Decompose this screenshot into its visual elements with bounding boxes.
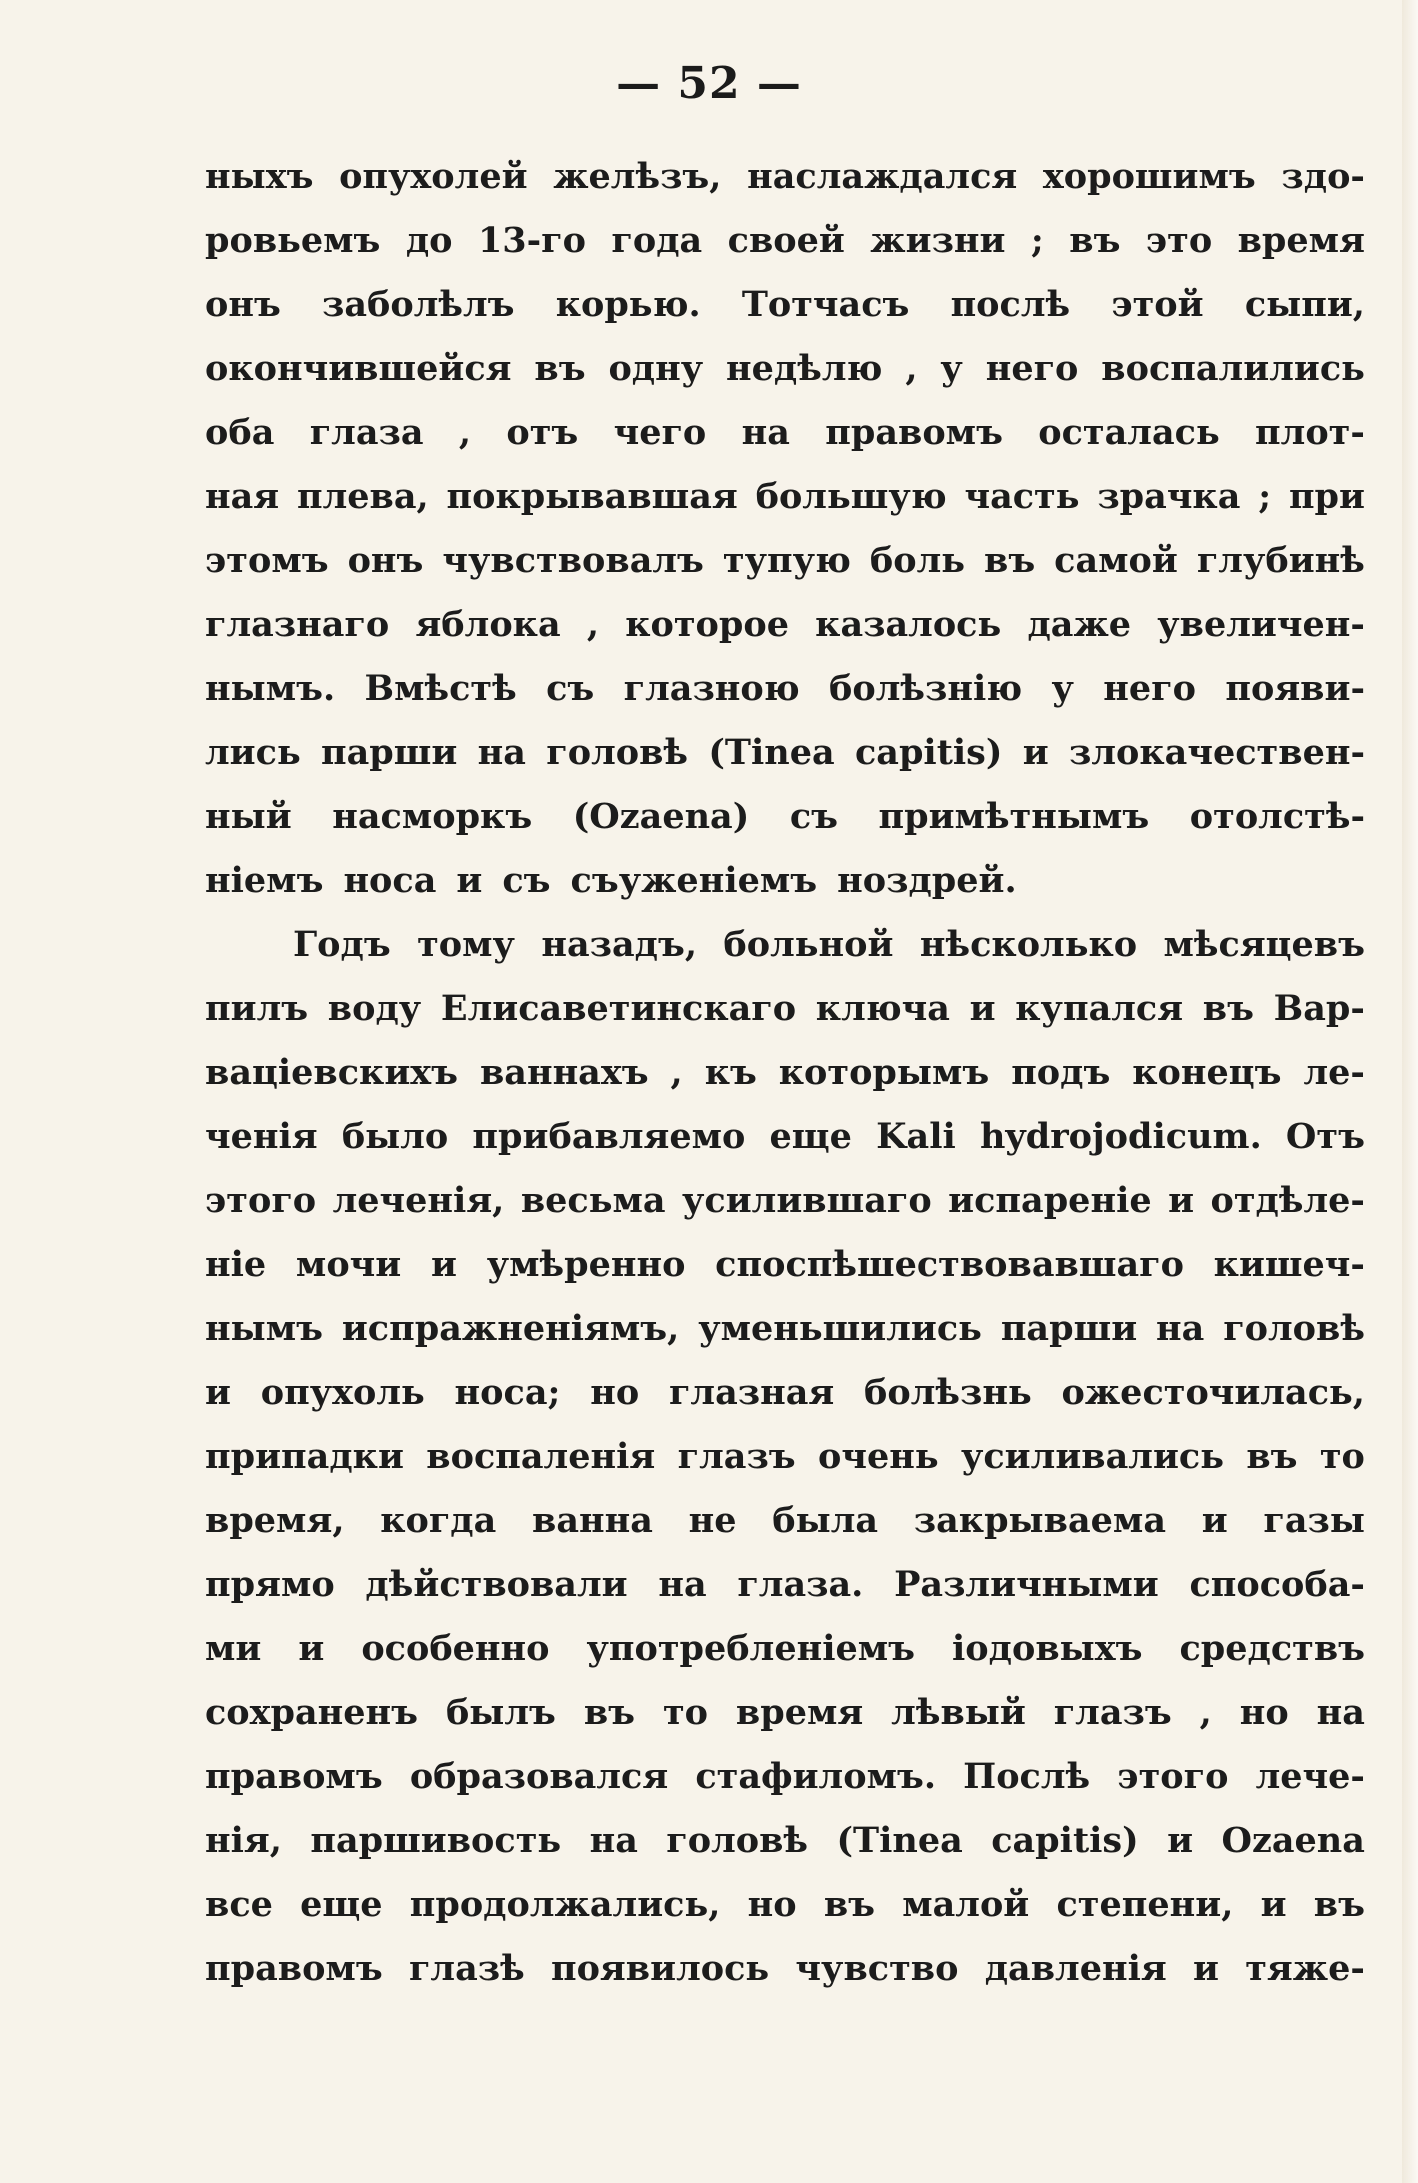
word: умѣренно	[486, 1244, 686, 1285]
word: глазнаго	[205, 604, 390, 645]
word: на	[741, 412, 790, 453]
word: на	[589, 1820, 638, 1861]
word: малой	[902, 1884, 1030, 1925]
word: уменьшились	[698, 1308, 982, 1349]
text-line	[205, 1681, 1365, 1745]
text-line	[205, 913, 1365, 977]
word: ченія	[205, 1116, 318, 1157]
word: отолстѣ-	[1189, 796, 1365, 837]
word: наслаждался	[747, 156, 1018, 197]
word: въ	[984, 540, 1036, 581]
word: до	[405, 220, 453, 261]
word: съ	[502, 860, 551, 901]
word: къ	[704, 1052, 757, 1093]
word: самой	[1054, 540, 1178, 581]
word: то	[662, 1692, 708, 1733]
word: ваціевскихъ	[205, 1052, 458, 1093]
word: тупую	[722, 540, 851, 581]
text-line	[205, 593, 1365, 657]
text-line	[205, 785, 1365, 849]
word: часть	[964, 476, 1080, 517]
word: лѣвый	[891, 1692, 1026, 1733]
word: купался	[1015, 988, 1184, 1029]
text-line	[205, 465, 1365, 529]
word: этой	[1111, 284, 1204, 325]
word: Kali	[876, 1116, 956, 1157]
word: было	[341, 1116, 449, 1157]
word: ,	[1199, 1692, 1212, 1733]
word: и	[430, 1244, 457, 1285]
word: Ozaena	[1221, 1820, 1365, 1861]
word: этого	[1117, 1756, 1229, 1797]
word: заболѣлъ	[322, 284, 515, 325]
word: чувствовалъ	[442, 540, 704, 581]
word: прямо	[205, 1564, 335, 1605]
paragraph-1	[205, 145, 1365, 913]
text-line	[205, 209, 1365, 273]
word: Тотчасъ	[741, 284, 910, 325]
word: паршивость	[310, 1820, 562, 1861]
word: и	[1168, 1180, 1195, 1221]
word: одну	[608, 348, 704, 389]
word: ,	[905, 348, 918, 389]
word: ніе	[205, 1244, 267, 1285]
word: окончившейся	[205, 348, 512, 389]
word: на	[658, 1564, 707, 1605]
word: hydrojodicum.	[979, 1116, 1262, 1157]
word: усиливались	[960, 1436, 1224, 1477]
word: здо-	[1281, 156, 1365, 197]
word: стафиломъ.	[695, 1756, 937, 1797]
word: правомъ	[825, 412, 1003, 453]
word: ,	[586, 604, 600, 645]
page-number: — 52 —	[616, 58, 802, 109]
word: въ	[534, 348, 586, 389]
word: прибавляемо	[472, 1116, 746, 1157]
text-line	[205, 1105, 1365, 1169]
word: ле-	[1303, 1052, 1365, 1093]
word: время,	[205, 1500, 345, 1541]
text-line	[205, 1233, 1365, 1297]
word: и	[205, 1372, 231, 1413]
word: послѣ	[950, 284, 1071, 325]
word: появилось	[550, 1948, 770, 1989]
word: на	[1156, 1308, 1205, 1349]
word: парши	[321, 732, 458, 773]
word: способа-	[1189, 1564, 1365, 1605]
word: (Tinea	[708, 732, 835, 773]
word: ми	[205, 1628, 262, 1669]
word: ,	[458, 412, 472, 453]
word: леченія,	[332, 1180, 505, 1221]
word: лись	[205, 732, 301, 773]
word: припадки	[205, 1436, 404, 1477]
word: въ	[823, 1884, 875, 1925]
body-text	[205, 145, 1365, 2001]
word: сохраненъ	[205, 1692, 419, 1733]
word: у	[1051, 668, 1074, 709]
word: сыпи,	[1244, 284, 1365, 325]
word: болѣзнію	[829, 668, 1023, 709]
word: очень	[818, 1436, 939, 1477]
word: головѣ	[666, 1820, 809, 1861]
word: при	[1288, 476, 1365, 517]
word: онъ	[347, 540, 424, 581]
word: но	[747, 1884, 797, 1925]
word: въ	[1202, 988, 1254, 1029]
text-line	[205, 1745, 1365, 1809]
word: нѣсколько	[919, 924, 1138, 965]
word: (Tinea	[836, 1820, 963, 1861]
text-line	[205, 1617, 1365, 1681]
word: ;	[1030, 220, 1044, 261]
word: газы	[1263, 1500, 1365, 1541]
word: подъ	[1011, 1052, 1111, 1093]
word: въ	[1069, 220, 1121, 261]
word: парши	[1000, 1308, 1138, 1349]
word: и	[1193, 1948, 1219, 1989]
word: время	[735, 1692, 864, 1733]
word: недѣлю	[726, 348, 883, 389]
word: этого	[205, 1180, 317, 1221]
word: ,	[670, 1052, 683, 1093]
word: покрывавшая	[446, 476, 738, 517]
text-line	[205, 1937, 1365, 2001]
word: нымъ.	[205, 668, 336, 709]
word: іодовыхъ	[952, 1628, 1143, 1669]
word: ная	[205, 476, 280, 517]
word: но	[590, 1372, 640, 1413]
word: и	[1201, 1500, 1228, 1541]
word: capitis)	[991, 1820, 1139, 1861]
word: дѣйствовали	[365, 1564, 628, 1605]
text-line	[205, 337, 1365, 401]
word: носа	[343, 860, 437, 901]
text-line	[205, 1297, 1365, 1361]
word: въ	[583, 1692, 636, 1733]
word: насморкъ	[332, 796, 533, 837]
word: тяже-	[1245, 1948, 1365, 1989]
word: оба	[205, 412, 275, 453]
word: и	[1260, 1884, 1287, 1925]
text-line	[205, 1361, 1365, 1425]
page-edge-shadow	[1402, 0, 1418, 2183]
word: жизни	[870, 220, 1006, 261]
word: кишеч-	[1213, 1244, 1365, 1285]
text-line	[205, 401, 1365, 465]
word: когда	[380, 1500, 497, 1541]
word: яблока	[415, 604, 561, 645]
word: пилъ	[205, 988, 309, 1029]
word: года	[611, 220, 703, 261]
word: головѣ	[1223, 1308, 1365, 1349]
word: увеличен-	[1157, 604, 1365, 645]
show-through-text	[205, 2030, 1365, 2070]
word: казалось	[815, 604, 1002, 645]
word: отдѣле-	[1210, 1180, 1365, 1221]
text-line	[205, 1169, 1365, 1233]
word: которымъ	[778, 1052, 990, 1093]
word: то	[1319, 1436, 1365, 1477]
word: больной	[723, 924, 894, 965]
word: ожесточилась,	[1061, 1372, 1365, 1413]
word: съуженіемъ	[570, 860, 818, 901]
word: головѣ	[546, 732, 689, 773]
word: глубинѣ	[1196, 540, 1365, 581]
word: воспаленія	[426, 1436, 656, 1477]
text-line	[205, 657, 1365, 721]
text-line	[205, 145, 1365, 209]
word: былъ	[445, 1692, 556, 1733]
word: испражненіямъ,	[341, 1308, 680, 1349]
word: ванна	[532, 1500, 653, 1541]
word: корью.	[555, 284, 701, 325]
word: 13-го	[477, 220, 586, 261]
word: глазная	[668, 1372, 835, 1413]
word: ный	[205, 796, 292, 837]
text-line	[205, 977, 1365, 1041]
word: и	[456, 860, 483, 901]
word: ровьемъ	[205, 220, 381, 261]
word: Послѣ	[963, 1756, 1091, 1797]
word: еще	[769, 1116, 852, 1157]
word: даже	[1027, 604, 1132, 645]
word: образовался	[409, 1756, 669, 1797]
text-line	[205, 1553, 1365, 1617]
word: и	[1022, 732, 1049, 773]
text-line	[205, 273, 1365, 337]
word: назадъ,	[541, 924, 698, 965]
word: степени,	[1056, 1884, 1234, 1925]
word: плот-	[1255, 412, 1365, 453]
word: воду	[327, 988, 422, 1029]
word: Годъ	[293, 924, 391, 965]
word: глазѣ	[408, 1948, 525, 1989]
word: ваннахъ	[479, 1052, 649, 1093]
word: и	[1167, 1820, 1194, 1861]
word: особенно	[361, 1628, 550, 1669]
word: ныхъ	[205, 156, 314, 197]
word: съ	[546, 668, 595, 709]
word: capitis)	[854, 732, 1003, 773]
word: была	[772, 1500, 879, 1541]
word: средствъ	[1179, 1628, 1365, 1669]
word: него	[1103, 668, 1196, 709]
word: мочи	[295, 1244, 402, 1285]
text-line	[205, 849, 1365, 913]
word: употребленіемъ	[586, 1628, 916, 1669]
word: съ	[789, 796, 838, 837]
word: ключа	[815, 988, 950, 1029]
word: время	[1237, 220, 1365, 261]
word: глазною	[623, 668, 800, 709]
word: своей	[727, 220, 845, 261]
text-line	[205, 1873, 1365, 1937]
word: но	[1239, 1692, 1289, 1733]
word: ніемъ	[205, 860, 324, 901]
word: глаза	[309, 412, 424, 453]
word: закрываема	[913, 1500, 1166, 1541]
word: носа;	[454, 1372, 561, 1413]
word: и	[298, 1628, 325, 1669]
word: глаза.	[737, 1564, 864, 1605]
word: и	[969, 988, 996, 1029]
word: большую	[755, 476, 947, 517]
word: глазъ	[1053, 1692, 1172, 1733]
text-line	[205, 1041, 1365, 1105]
word: плева,	[296, 476, 429, 517]
word: примѣтнымъ	[878, 796, 1150, 837]
word: на	[1316, 1692, 1365, 1733]
word: усилившаго	[681, 1180, 932, 1221]
text-line	[205, 721, 1365, 785]
word: Вар-	[1273, 988, 1365, 1029]
word: нымъ	[205, 1308, 323, 1349]
word: осталась	[1038, 412, 1220, 453]
text-line	[205, 529, 1365, 593]
word: чего	[613, 412, 707, 453]
word: давленія	[984, 1948, 1167, 1989]
word: боль	[869, 540, 966, 581]
word: лече-	[1255, 1756, 1365, 1797]
word: хорошимъ	[1042, 156, 1256, 197]
word: воспалились	[1101, 348, 1365, 389]
word: которое	[625, 604, 789, 645]
word: глазъ	[677, 1436, 796, 1477]
word: злокачествен-	[1069, 732, 1365, 773]
word: зрачка	[1097, 476, 1241, 517]
word: ;	[1258, 476, 1272, 517]
word: еще	[300, 1884, 383, 1925]
text-line	[205, 1425, 1365, 1489]
word: Отъ	[1285, 1116, 1365, 1157]
text-line	[205, 1489, 1365, 1553]
word: Вмѣстѣ	[364, 668, 517, 709]
word: отъ	[506, 412, 579, 453]
paragraph-2	[205, 913, 1365, 2001]
word: нія,	[205, 1820, 282, 1861]
word: желѣзъ,	[553, 156, 722, 197]
word: Различными	[894, 1564, 1159, 1605]
word: правомъ	[205, 1756, 383, 1797]
word: конецъ	[1132, 1052, 1282, 1093]
word: опухолей	[339, 156, 528, 197]
word: онъ	[205, 284, 281, 325]
word: опухоль	[260, 1372, 425, 1413]
word: это	[1145, 220, 1213, 261]
word: Елисаветинскаго	[440, 988, 797, 1029]
word: (Ozaena)	[572, 796, 750, 837]
text-line	[205, 1809, 1365, 1873]
word: правомъ	[205, 1948, 383, 1989]
word: въ	[1246, 1436, 1298, 1477]
word: болѣзнь	[864, 1372, 1032, 1413]
word: весьма	[520, 1180, 666, 1221]
word: мѣсяцевъ	[1163, 924, 1365, 965]
word: въ	[1313, 1884, 1365, 1925]
word: не	[688, 1500, 737, 1541]
word: него	[985, 348, 1079, 389]
word: у	[940, 348, 963, 389]
word: испареніе	[948, 1180, 1152, 1221]
word: продолжались,	[409, 1884, 721, 1925]
word: споспѣшествовавшаго	[715, 1244, 1184, 1285]
word: чувство	[795, 1948, 959, 1989]
word: все	[205, 1884, 273, 1925]
word: на	[477, 732, 526, 773]
word: этомъ	[205, 540, 329, 581]
word: появи-	[1225, 668, 1365, 709]
word: тому	[417, 924, 515, 965]
word: ноздрей.	[837, 860, 1017, 901]
